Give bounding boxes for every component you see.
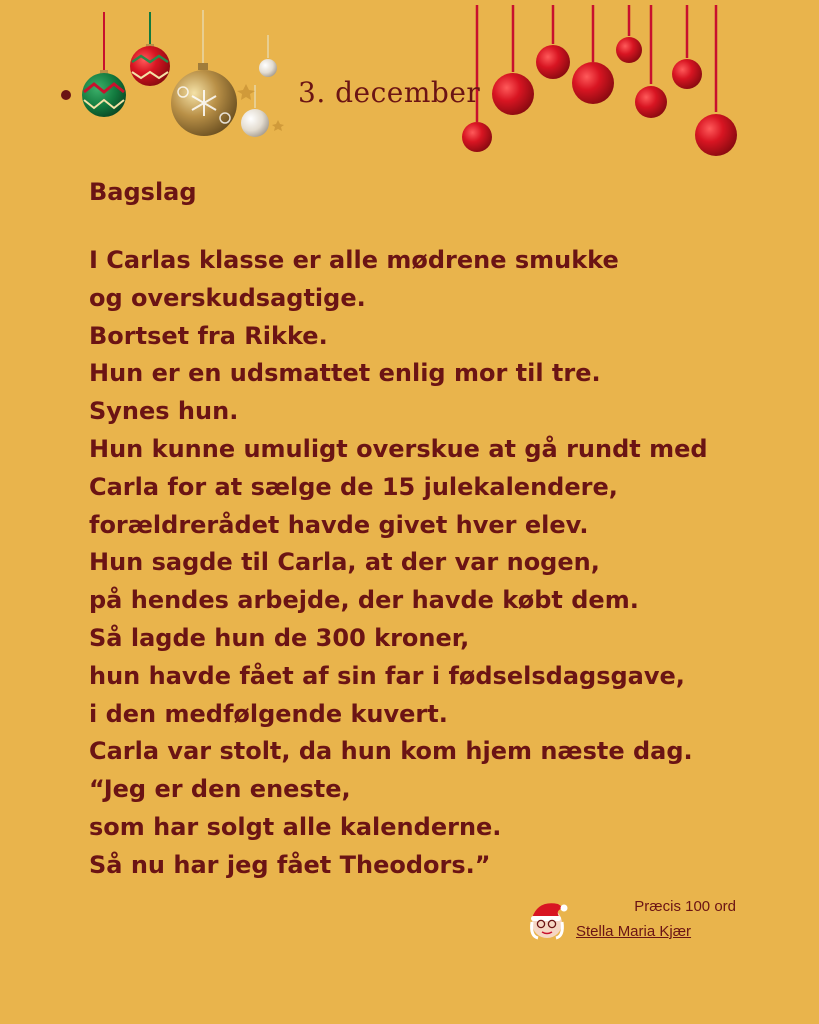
poem-section <box>89 178 769 885</box>
poem-title: Bagslag <box>89 178 197 206</box>
poem-line: hun havde fået af sin far i fødselsdagsgave, <box>89 661 685 690</box>
poem-line: som har solgt alle kalenderne. <box>89 812 502 841</box>
left-ornament-cluster <box>82 10 284 137</box>
poem-line: Carla for at sælge de 15 julekalendere, <box>89 472 618 501</box>
poem-line: Hun er en udsmattet enlig mor til tre. <box>89 359 601 388</box>
word-count-label: Præcis 100 ord <box>634 898 736 915</box>
poem-line: Så lagde hun de 300 kroner, <box>89 623 470 652</box>
poem-line: Hun sagde til Carla, at der var nogen, <box>89 548 600 577</box>
poem-line: Hun kunne umuligt overskue at gå rundt med <box>89 434 708 463</box>
poem-line: Så nu har jeg fået Theodors.” <box>89 850 491 879</box>
poem-line: Synes hun. <box>89 397 239 426</box>
author-footer <box>524 896 754 946</box>
poem-line: Bortset fra Rikke. <box>89 321 328 350</box>
poem-line: Carla var stolt, da hun kom hjem næste dag. <box>89 737 693 766</box>
right-hanging-baubles <box>462 5 737 156</box>
poem-body <box>89 242 769 885</box>
poem-line: på hendes arbejde, der havde købt dem. <box>89 586 639 615</box>
header-decoration <box>0 0 819 170</box>
bullet-dot <box>61 90 71 100</box>
poem-line: “Jeg er den eneste, <box>89 775 351 804</box>
poem-line: i den medfølgende kuvert. <box>89 699 448 728</box>
date-label: 3. december <box>298 76 481 109</box>
poem-line: I Carlas klasse er alle mødrene smukke <box>89 246 619 274</box>
author-avatar <box>524 896 570 942</box>
author-link[interactable]: Stella Maria Kjær <box>576 923 692 940</box>
poem-line: og overskudsagtige. <box>89 283 366 312</box>
poem-line: forældrerådet havde givet hver elev. <box>89 510 589 539</box>
